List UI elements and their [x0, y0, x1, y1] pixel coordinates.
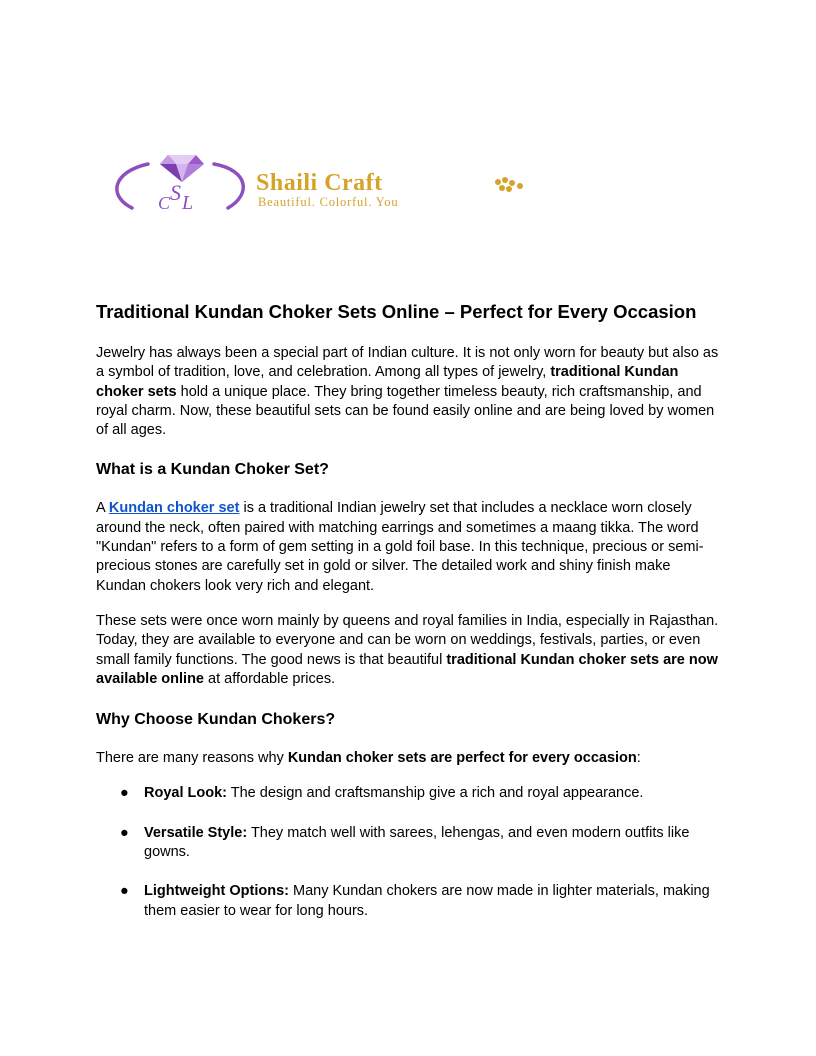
brand-tagline: Beautiful. Colorful. You [258, 195, 399, 209]
reasons-list [96, 784, 720, 920]
list-item: ● Versatile Style: They match well with sarees, lehengas, and even modern outfits like gowns. [120, 824, 690, 861]
gold-dots-icon [494, 176, 528, 196]
bullet-icon: ● [120, 785, 129, 802]
page-title: Traditional Kundan Choker Sets Online – Perfect for Every Occasion [96, 301, 697, 322]
reasons-intro-paragraph: There are many reasons why Kundan choker sets are perfect for every occasion: [96, 750, 641, 767]
bullet-icon: ● [120, 883, 129, 900]
brand-logo [110, 152, 530, 214]
bullet-icon: ● [120, 824, 129, 841]
kundan-choker-set-link[interactable]: Kundan choker set [108, 500, 240, 517]
svg-text:L: L [182, 192, 194, 214]
list-item: ● Lightweight Options: Many Kundan chokers are now made in lighter materials, making them easier to wear for long hours. [120, 883, 710, 919]
section-heading-what-is: What is a Kundan Choker Set? [96, 461, 329, 479]
brand-name: Shaili Craft [256, 170, 383, 196]
intro-paragraph: Jewelry has always been a special part of Indian culture. It is not only worn for beauty but also as a symbol of tradition, love, and celebration. Among all types of jewelry, traditional Kundan choker sets hold a unique place. They bring together timeless beauty, rich craftsmanship, and royal charm. Now, these beautiful sets can be found easily online and are being loved by women of all ages. [96, 345, 719, 439]
diamond-monogram-icon [110, 152, 260, 214]
svg-text:C: C [158, 193, 171, 213]
section-heading-why-choose: Why Choose Kundan Chokers? [96, 711, 336, 729]
article-body [96, 300, 720, 941]
history-paragraph: These sets were once worn mainly by queens and royal families in India, especially in Rajasthan. Today, they are available to everyone and can be worn on weddings, festivals, parties, or even small family functions. The good news is that beautiful traditional Kundan choker sets are now available online at affordable prices. [96, 612, 719, 687]
svg-text:S: S [170, 180, 181, 205]
list-item: ● Royal Look: The design and craftsmanship give a rich and royal appearance. [96, 784, 720, 803]
definition-paragraph: A Kundan choker set is a traditional Indian jewelry set that includes a necklace worn closely around the neck, often paired with matching earrings and sometimes a maang tikka. The word "Kundan" refers to a form of gem setting in a gold foil base. In this technique, precious or semi-precious stones are carefully set in gold or silver. The detailed work and shiny finish make Kundan chokers look very rich and elegant. [96, 500, 704, 594]
